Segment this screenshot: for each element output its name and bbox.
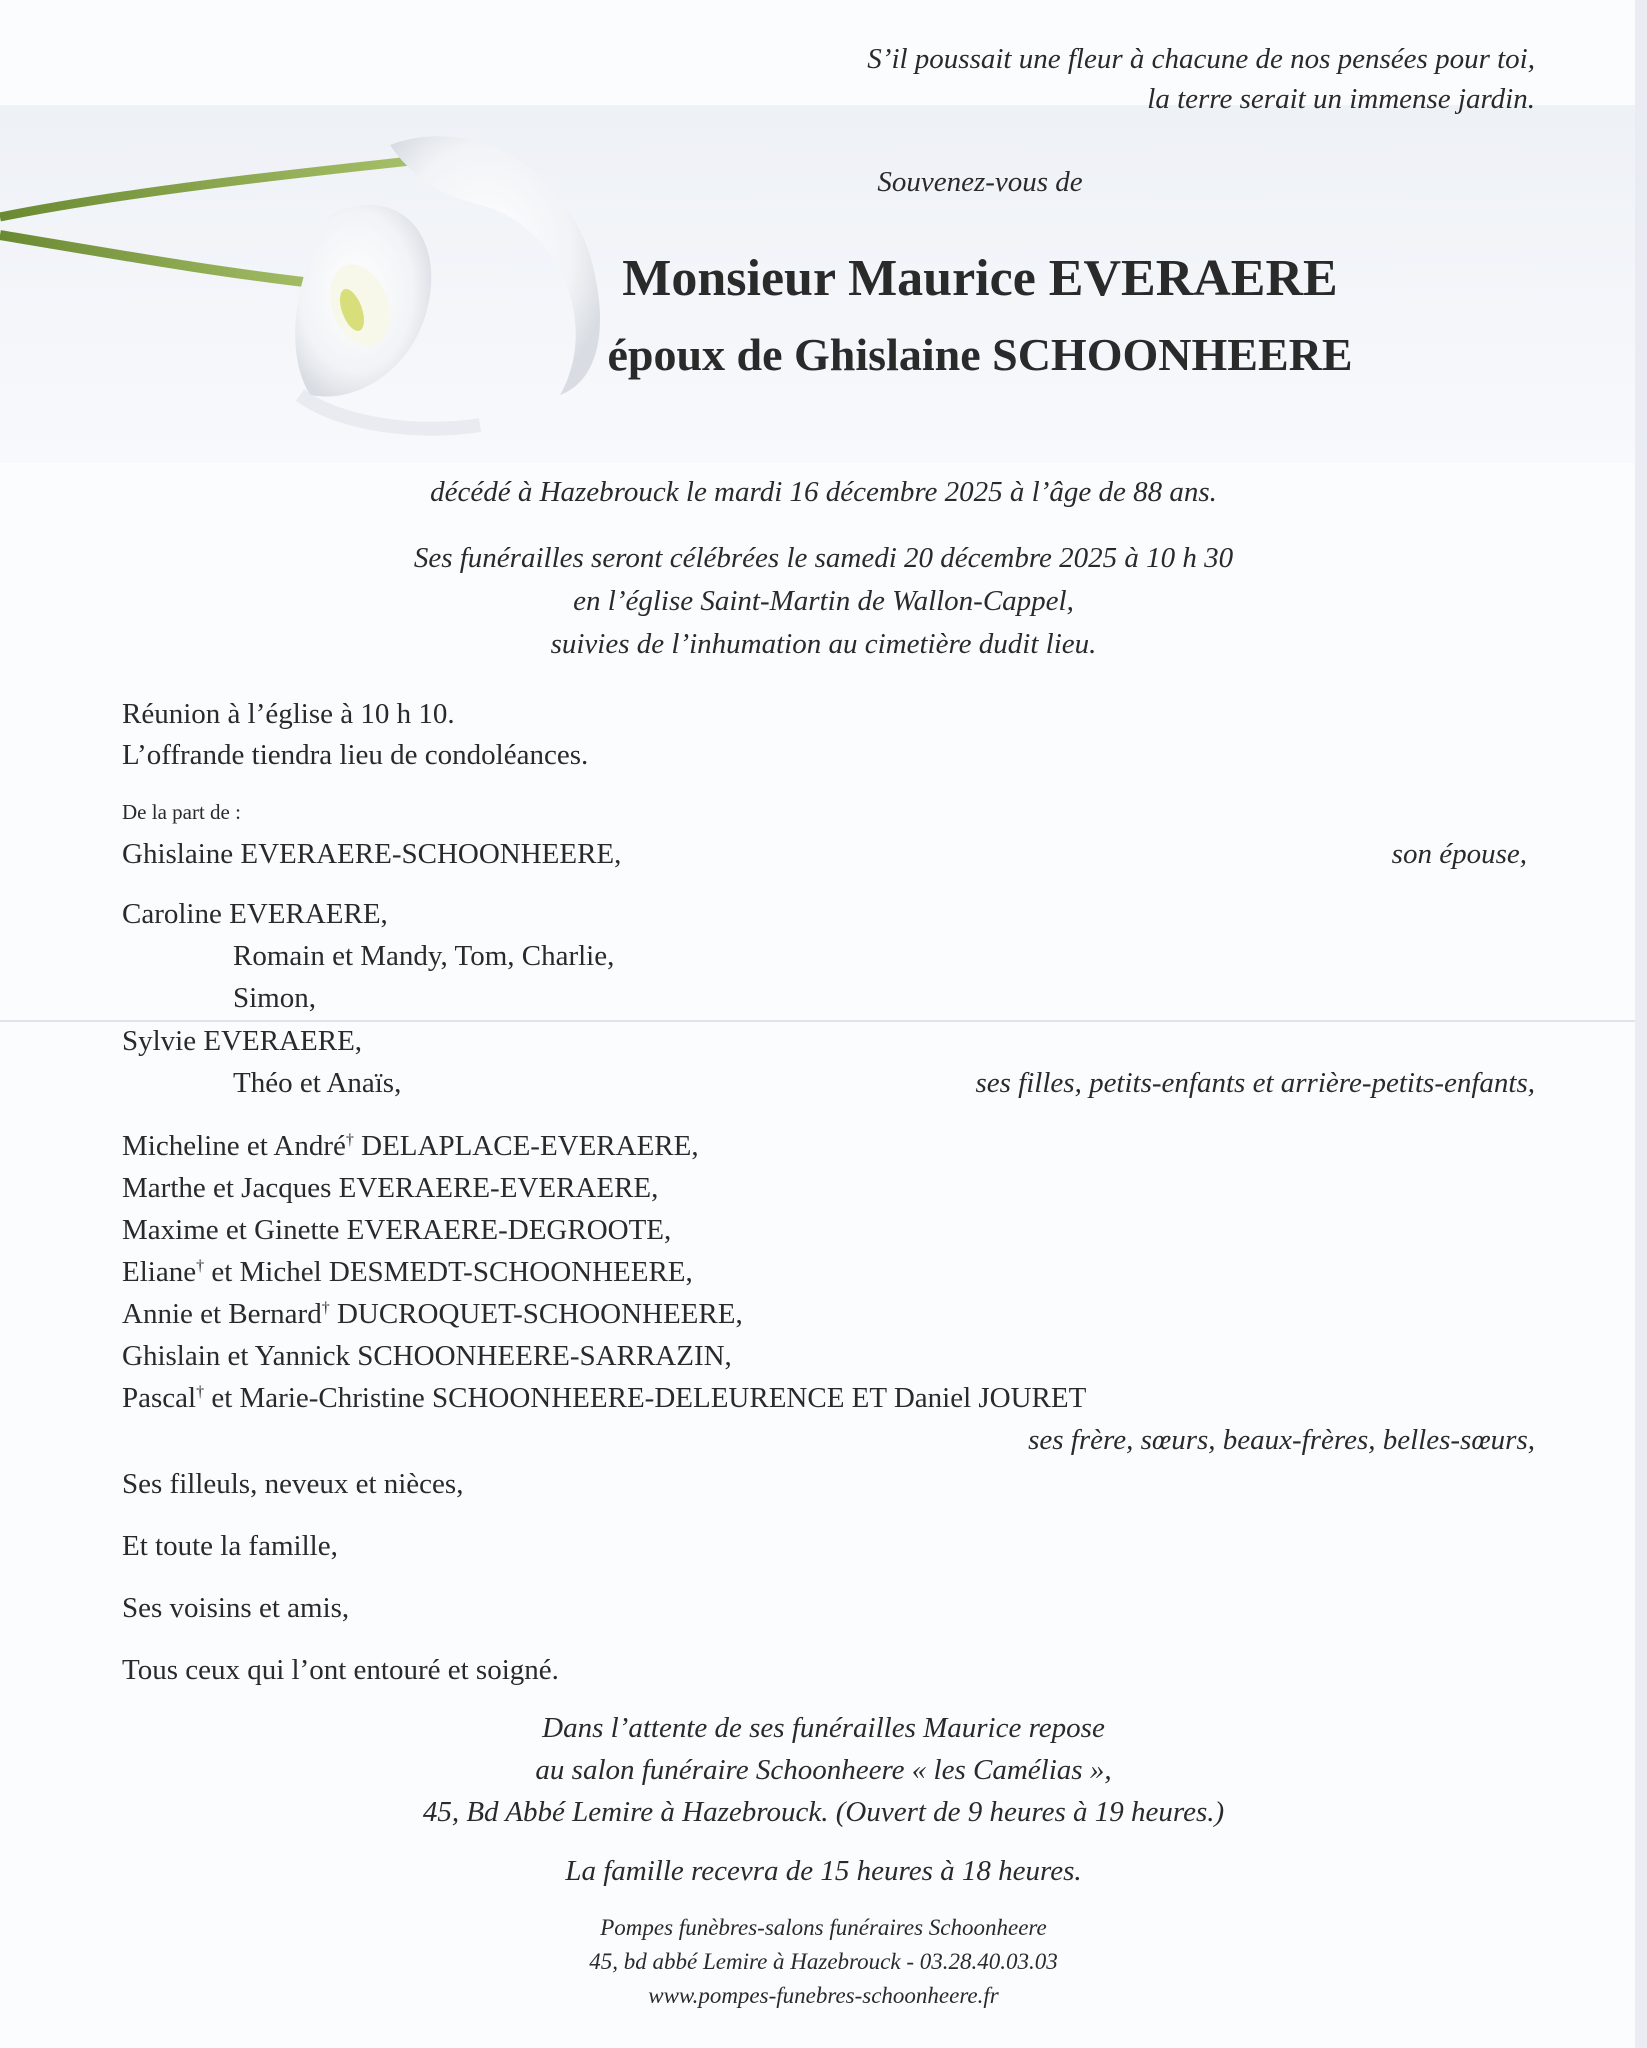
grandchildren-2: Théo et Anaïs, [233,1067,402,1099]
from-label: De la part de : [122,800,241,824]
funeral-line-2: en l’église Saint-Martin de Wallon-Cappel, [573,585,1074,617]
sibling-3: Maxime et Ginette EVERAERE-DEGROOTE, [122,1214,672,1246]
sibling-7: Pascal† et Marie-Christine SCHOONHEERE-DELEURENCE ET Daniel JOURET [122,1382,1087,1414]
godchildren-line: Ses filleuls, neveux et nièces, [122,1468,464,1500]
sibling-5: Annie et Bernard† DUCROQUET-SCHOONHEERE, [122,1298,743,1330]
sibling-2: Marthe et Jacques EVERAERE-EVERAERE, [122,1172,659,1204]
offering-note: L’offrande tiendra lieu de condoléances. [122,739,589,771]
calla-lily-icon [0,105,640,463]
daughter-2: Sylvie EVERAERE, [122,1025,363,1057]
sibling-4: Eliane† et Michel DESMEDT-SCHOONHEERE, [122,1256,693,1288]
carers-line: Tous ceux qui l’ont entouré et soigné. [122,1654,559,1686]
whole-family-line: Et toute la famille, [122,1530,338,1562]
cross-icon: † [321,1299,330,1317]
cross-icon: † [345,1131,354,1149]
cross-icon: † [196,1383,205,1401]
children-role: ses filles, petits-enfants et arrière-petits-enfants, [975,1067,1535,1099]
grandchildren-1a: Romain et Mandy, Tom, Charlie, [233,940,615,972]
footer-line-2: 45, bd abbé Lemire à Hazebrouck - 03.28.40.03.03 [589,1949,1058,1974]
deceased-name: Monsieur Maurice EVERAERE [622,250,1338,307]
death-line: décédé à Hazebrouck le mardi 16 décembre 2025 à l’âge de 88 ans. [430,476,1217,508]
siblings-role: ses frère, sœurs, beaux-frères, belles-sœurs, [1028,1424,1535,1456]
epigraph-line-1: S’il poussait une fleur à chacune de nos pensées pour toi, [867,43,1535,75]
spouse-line: époux de Ghislaine SCHOONHEERE [607,329,1353,380]
cross-icon: † [196,1257,205,1275]
daughter-1: Caroline EVERAERE, [122,898,388,930]
rest-line-2: au salon funéraire Schoonheere « les Camélias », [535,1754,1112,1786]
grandchildren-1b: Simon, [233,982,316,1014]
rest-line-4: La famille recevra de 15 heures à 18 heures. [565,1855,1082,1887]
meeting-note: Réunion à l’église à 10 h 10. [122,698,455,730]
rest-line-3: 45, Bd Abbé Lemire à Hazebrouck. (Ouvert de 9 heures à 19 heures.) [422,1796,1225,1828]
funeral-line-1: Ses funérailles seront célébrées le samedi 20 décembre 2025 à 10 h 30 [413,542,1234,574]
funeral-line-3: suivies de l’inhumation au cimetière dudit lieu. [550,628,1097,660]
wife-role: son épouse, [1391,838,1527,870]
sibling-6: Ghislain et Yannick SCHOONHEERE-SARRAZIN, [122,1340,732,1372]
footer-website[interactable]: www.pompes-funebres-schoonheere.fr [648,1983,999,2008]
remember-line: Souvenez-vous de [877,166,1083,198]
epigraph-line-2: la terre serait un immense jardin. [1147,83,1535,115]
fold-line [0,1020,1635,1022]
footer-line-1: Pompes funèbres-salons funéraires Schoonheere [600,1915,1047,1940]
neighbors-line: Ses voisins et amis, [122,1592,350,1624]
rest-line-1: Dans l’attente de ses funérailles Maurice repose [542,1712,1105,1744]
sibling-1: Micheline et André† DELAPLACE-EVERAERE, [122,1130,699,1162]
wife-name: Ghislaine EVERAERE-SCHOONHEERE, [122,838,622,870]
